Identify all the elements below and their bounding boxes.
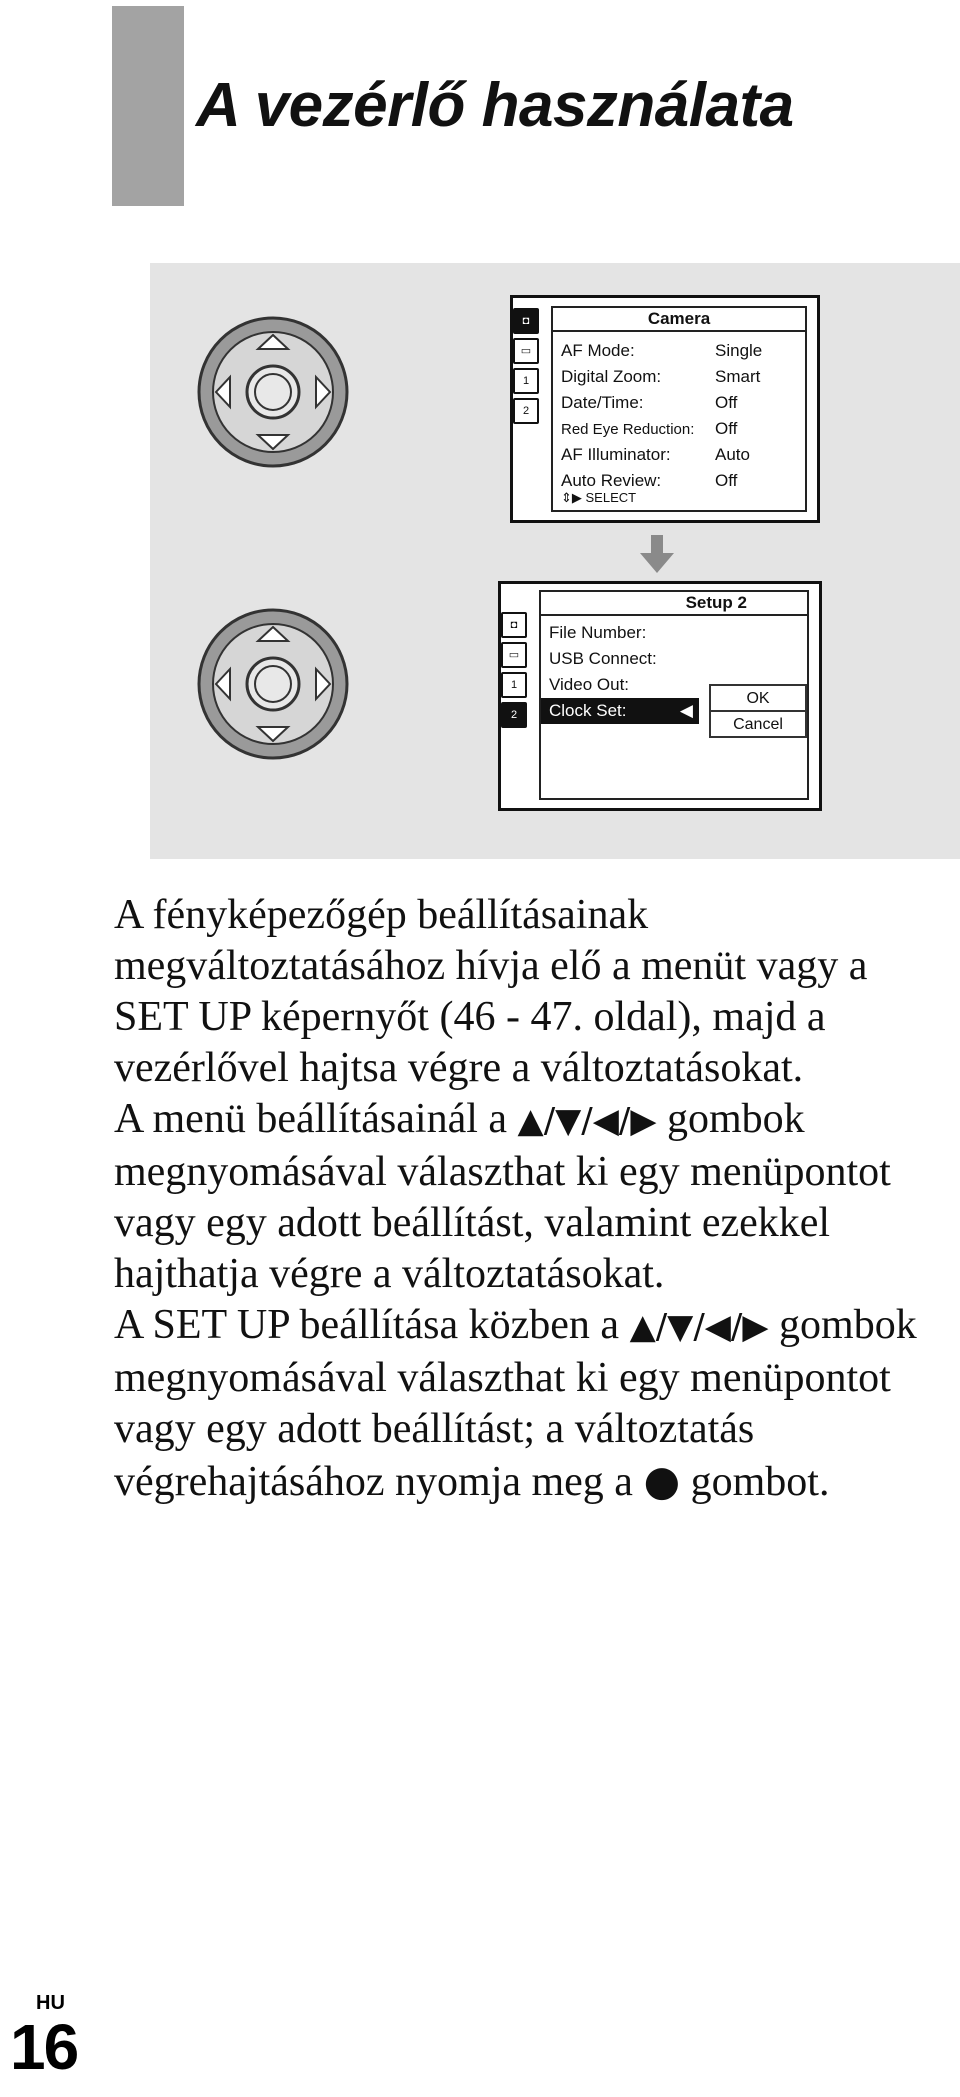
setup1-tab-icon: 1 (501, 672, 527, 698)
menu-label: USB Connect: (549, 649, 657, 668)
menu-label: Clock Set: (549, 701, 627, 720)
arrow-buttons-icon: ▲/▼/◀/▶ (629, 1307, 769, 1347)
menu-label: File Number: (549, 623, 647, 642)
setup-tab-column (501, 612, 531, 732)
page-title: A vezérlő használata (196, 71, 794, 140)
control-pad-bottom (196, 607, 350, 761)
page-number: 16 (10, 2011, 78, 2083)
menu-label: AF Mode: (561, 341, 635, 360)
menu-value: Off (715, 393, 738, 412)
setup-menu-title: Setup 2 (541, 592, 807, 616)
text: A menü beállításainál a (114, 1096, 518, 1142)
memory-tab-icon: ▭ (513, 338, 539, 364)
language-code: HU (36, 1992, 65, 2014)
arrow-buttons-icon: ▲/▼/◀/▶ (517, 1101, 657, 1141)
menu-value: Auto (715, 445, 750, 464)
setup-menu-panel (539, 590, 809, 800)
setup1-tab-icon: 1 (513, 368, 539, 394)
menu-row-file-number[interactable] (541, 620, 807, 646)
setup-menu-screen (498, 581, 822, 811)
down-arrow-icon (640, 535, 674, 578)
menu-value: Single (715, 341, 763, 360)
paragraph-setup (114, 1300, 934, 1508)
menu-row-af-illuminator[interactable] (553, 442, 805, 468)
text: gombok megnyomásával választhat ki egy menüpontot vagy egy adott beállítást, valamint ezekkel hajthatja végre a változtatásokat. (114, 1096, 891, 1297)
menu-label: Red Eye Reduction: (561, 421, 695, 438)
select-hint (561, 490, 636, 506)
menu-row-red-eye[interactable] (553, 416, 805, 442)
setup2-tab-icon: 2 (513, 398, 539, 424)
select-hint-label: SELECT (585, 490, 637, 505)
menu-value: Smart (715, 367, 761, 386)
menu-row-af-mode[interactable] (553, 338, 805, 364)
body-text (114, 890, 934, 1508)
camera-menu-title: Camera (553, 308, 805, 332)
menu-row-date-time[interactable] (553, 390, 805, 416)
side-bar-decoration (112, 6, 184, 206)
memory-tab-icon: ▭ (501, 642, 527, 668)
left-arrow-icon: ◀ (679, 701, 693, 720)
menu-label: AF Illuminator: (561, 445, 671, 464)
text: A SET UP beállítása közben a (114, 1302, 630, 1348)
select-arrows-icon: ⇕▶ (561, 490, 582, 505)
menu-tab-column (513, 308, 543, 428)
menu-row-digital-zoom[interactable] (553, 364, 805, 390)
paragraph-intro: A fényképezőgép beállításainak megváltoztatásához hívja elő a menüt vagy a SET UP képernyőt (46 - 47. oldal), majd a vezérlővel hajtsa végre a változtatásokat. (114, 892, 868, 1091)
cancel-option[interactable]: Cancel (709, 710, 807, 738)
text: gombot. (680, 1459, 830, 1505)
menu-label: Digital Zoom: (561, 367, 662, 386)
menu-value: Off (715, 471, 738, 490)
setup2-tab-icon: 2 (501, 702, 527, 728)
menu-label: Date/Time: (561, 393, 644, 412)
menu-label: Video Out: (549, 675, 630, 694)
menu-label: Auto Review: (561, 471, 662, 490)
figure-panel (150, 263, 960, 859)
center-button-icon: ● (643, 1456, 681, 1505)
camera-menu-panel (551, 306, 807, 512)
menu-value: Off (715, 419, 738, 438)
camera-tab-icon: ◘ (513, 308, 539, 334)
menu-row-usb-connect[interactable] (541, 646, 807, 672)
menu-row-clock-set[interactable] (541, 698, 699, 724)
ok-option[interactable]: OK (709, 684, 807, 712)
text: gombok megnyomásával választhat ki egy menüpontot vagy egy adott beállítást; a változtatás végrehajtásához nyomja meg a (114, 1302, 917, 1505)
camera-tab-icon: ◘ (501, 612, 527, 638)
paragraph-menu (114, 1094, 934, 1300)
camera-menu-screen (510, 295, 820, 523)
control-pad-top (196, 315, 350, 469)
